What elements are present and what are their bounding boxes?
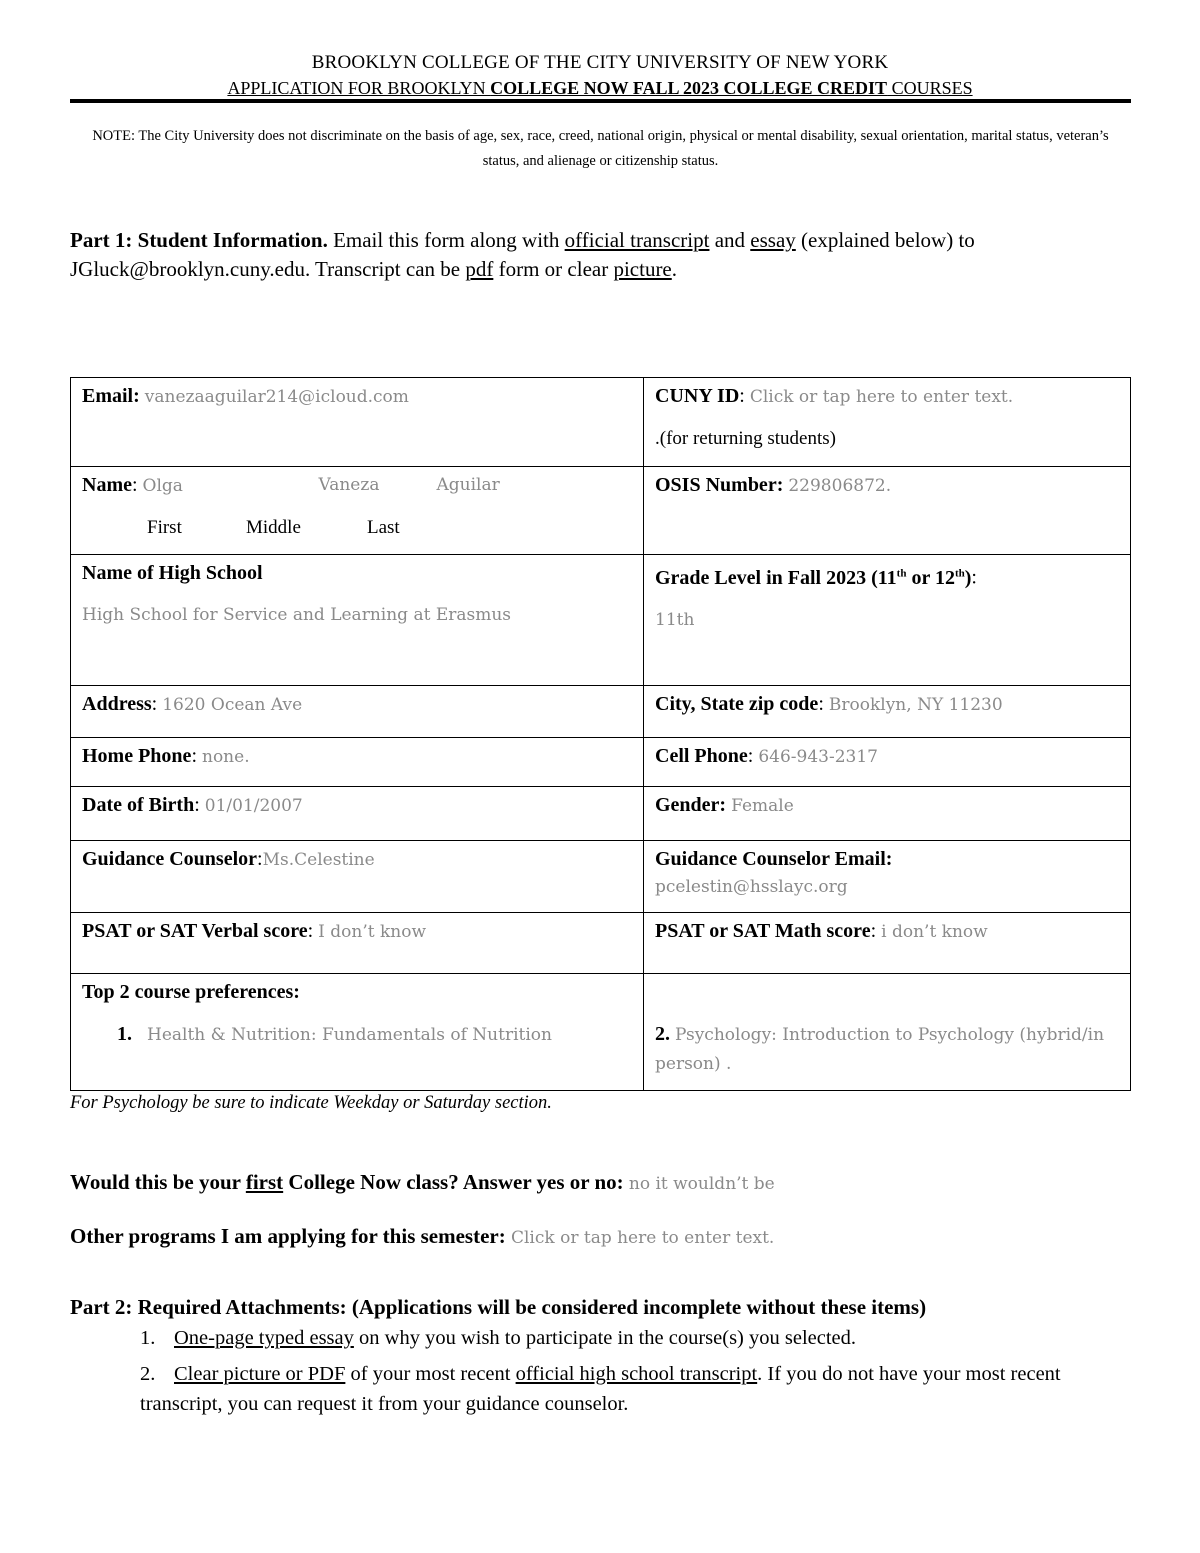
- dob-field[interactable]: 01/01/2007: [204, 796, 303, 816]
- high-school-field[interactable]: High School for Service and Learning at Erasmus: [82, 605, 512, 625]
- first-name-field[interactable]: Olga: [142, 476, 183, 496]
- counselor-email-field[interactable]: pcelestin@hsslayc.org: [655, 877, 848, 897]
- verbal-score-field[interactable]: I don’t know: [318, 922, 427, 942]
- nondiscrimination-note: NOTE: The City University does not discriminate on the basis of age, sex, race, creed, national origin, physical or mental disability, sexual orientation, marital status, veteran’s status, and alienage or citizenship status.: [92, 128, 1109, 169]
- counselor-field[interactable]: Ms.Celestine: [262, 850, 375, 870]
- first-class-question: Would this be your first College Now class? Answer yes or no: no it wouldn’t be: [70, 1170, 775, 1194]
- header-application-title: APPLICATION FOR BROOKLYN COLLEGE NOW FALL 2023 COLLEGE CREDIT COURSES: [227, 78, 973, 98]
- attachment-item-2: 2. Clear picture or PDF of your most recent official high school transcript. If you do not have your most recent transcript, you can request it from your guidance counselor.: [140, 1363, 1061, 1415]
- math-score-field[interactable]: i don’t know: [881, 922, 988, 942]
- course-pref-1-field[interactable]: Health & Nutrition: Fundamentals of Nutrition: [147, 1025, 552, 1045]
- part2-heading: Part 2: Required Attachments: (Applications will be considered incomplete without these items): [70, 1295, 927, 1319]
- course-pref-2-cell: 2. Psychology: Introduction to Psychology (hybrid/in person) .: [644, 974, 1131, 1091]
- cell-phone-field[interactable]: 646-943-2317: [758, 747, 878, 767]
- cuny-id-field[interactable]: Click or tap here to enter text.: [749, 387, 1014, 407]
- grade-level-field[interactable]: 11th: [655, 609, 695, 630]
- dob-cell: Date of Birth: 01/01/2007: [71, 787, 644, 841]
- grade-level-cell: Grade Level in Fall 2023 (11th or 12th): 11th: [644, 555, 1131, 686]
- last-name-field[interactable]: Aguilar: [436, 475, 500, 495]
- high-school-cell: Name of High School High School for Service and Learning at Erasmus: [71, 555, 644, 686]
- counselor-cell: Guidance Counselor:Ms.Celestine: [71, 841, 644, 913]
- counselor-email-cell: Guidance Counselor Email: pcelestin@hsslayc.org: [644, 841, 1131, 913]
- name-cell: Name: Olga Vaneza Aguilar First Middle Last: [71, 467, 644, 555]
- city-state-zip-field[interactable]: Brooklyn, NY 11230: [828, 695, 1003, 715]
- other-programs-question: Other programs I am applying for this semester: Click or tap here to enter text.: [70, 1224, 775, 1248]
- osis-cell: OSIS Number: 229806872.: [644, 467, 1131, 555]
- middle-name-field[interactable]: Vaneza: [318, 475, 380, 495]
- header-institution: BROOKLYN COLLEGE OF THE CITY UNIVERSITY OF NEW YORK: [311, 52, 889, 73]
- psychology-section-note: For Psychology be sure to indicate Weekday or Saturday section.: [70, 1093, 552, 1113]
- course-pref-2-field[interactable]: Psychology: Introduction to Psychology (hybrid/in person) .: [655, 1025, 1105, 1074]
- course-pref-1-cell: Top 2 course preferences: 1. Health & Nutrition: Fundamentals of Nutrition: [71, 974, 644, 1091]
- osis-field[interactable]: 229806872.: [788, 476, 892, 496]
- city-state-zip-cell: City, State zip code: Brooklyn, NY 11230: [644, 686, 1131, 738]
- math-score-cell: PSAT or SAT Math score: i don’t know: [644, 913, 1131, 974]
- header-rule: [70, 99, 1131, 103]
- email-cell: Email: vanezaaguilar214@icloud.com: [71, 378, 644, 467]
- email-field[interactable]: vanezaaguilar214@icloud.com: [144, 387, 409, 407]
- gender-cell: Gender: Female: [644, 787, 1131, 841]
- gender-field[interactable]: Female: [731, 796, 794, 816]
- home-phone-cell: Home Phone: none.: [71, 738, 644, 787]
- home-phone-field[interactable]: none.: [202, 747, 250, 767]
- verbal-score-cell: PSAT or SAT Verbal score: I don’t know: [71, 913, 644, 974]
- attachment-item-1: 1. One-page typed essay on why you wish to participate in the course(s) you selected.: [140, 1327, 857, 1349]
- part1-instructions: Part 1: Student Information. Email this form along with official transcript and essay (explained below) to JGluck@brooklyn.cuny.edu. Transcript can be pdf form or clear picture.: [70, 228, 975, 281]
- student-info-table: [70, 377, 1131, 1091]
- cuny-id-cell: CUNY ID: Click or tap here to enter text. .(for returning students): [644, 378, 1131, 467]
- address-cell: Address: 1620 Ocean Ave: [71, 686, 644, 738]
- address-field[interactable]: 1620 Ocean Ave: [162, 695, 303, 715]
- first-class-answer-field[interactable]: no it wouldn’t be: [628, 1174, 775, 1194]
- cell-phone-cell: Cell Phone: 646-943-2317: [644, 738, 1131, 787]
- other-programs-field[interactable]: Click or tap here to enter text.: [510, 1228, 775, 1248]
